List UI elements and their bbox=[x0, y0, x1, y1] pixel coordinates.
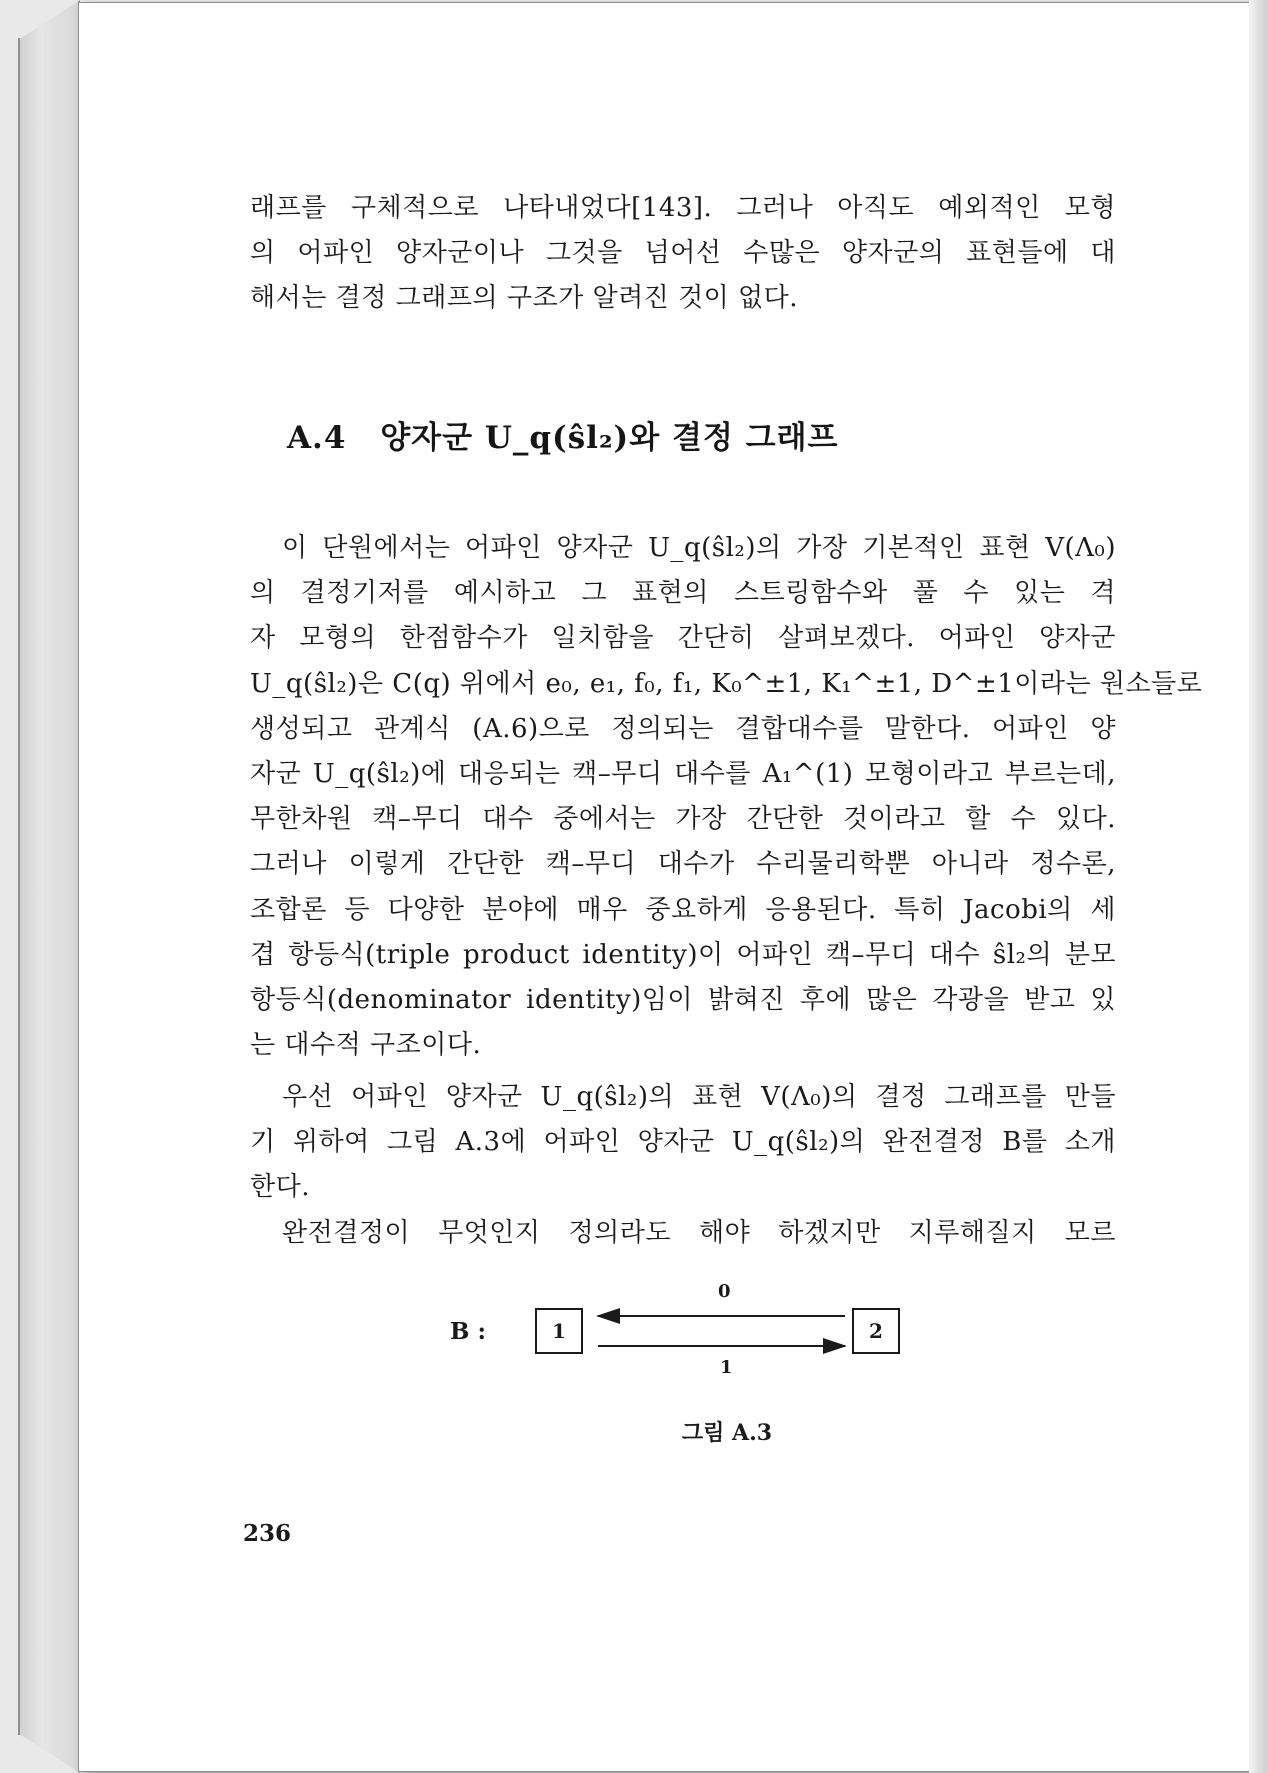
section-title: 양자군 U_q(ŝl₂)와 결정 그래프 bbox=[380, 420, 839, 456]
paragraph-3 bbox=[250, 1211, 1116, 1256]
text-line: 자군 U_q(ŝl₂)에 대응되는 캑–무디 대수를 A₁^(1) 모형이라고 부르는데, bbox=[250, 759, 1116, 790]
figure-label: B : bbox=[450, 1318, 486, 1345]
text-line: 자 모형의 한점함수가 일치함을 간단히 살펴보겠다. 어파인 양자군 bbox=[250, 623, 1116, 654]
text-line: 의 어파인 양자군이나 그것을 넘어선 수많은 양자군의 표현들에 대 bbox=[250, 238, 1116, 269]
text-line: 그러나 이렇게 간단한 캑–무디 대수가 수리물리학뿐 아니라 정수론, bbox=[250, 849, 1116, 880]
text-line: 는 대수적 구조이다. bbox=[250, 1030, 482, 1061]
text-line: 생성되고 관계식 (A.6)으로 정의되는 결합대수를 말한다. 어파인 양 bbox=[250, 713, 1116, 744]
text-line: 래프를 구체적으로 나타내었다[143]. 그러나 아직도 예외적인 모형 bbox=[250, 193, 1116, 223]
text-line: 조합론 등 다양한 분야에 매우 중요하게 응용된다. 특히 Jacobi의 세 bbox=[250, 894, 1116, 925]
text-line: 기 위하여 그림 A.3에 어파인 양자군 U_q(ŝl₂)의 완전결정 B를 소개 bbox=[250, 1127, 1116, 1158]
figure-a3 bbox=[440, 1281, 940, 1413]
spine-edge bbox=[18, 38, 20, 1735]
text-line: 항등식(denominator identity)임이 밝혀진 후에 많은 각광을 받고 있 bbox=[250, 985, 1116, 1016]
section-number: A.4 bbox=[287, 420, 347, 456]
text-line: 의 결정기저를 예시하고 그 표현의 스트링함수와 풀 수 있는 격 bbox=[250, 578, 1116, 609]
text-line: 한다. bbox=[250, 1172, 310, 1203]
paragraph-1 bbox=[250, 526, 1203, 1068]
node-2: 2 bbox=[852, 1308, 900, 1354]
page-number: 236 bbox=[243, 1520, 292, 1547]
text-line: 무한차원 캑–무디 대수 중에서는 가장 간단한 것이라고 할 수 있다. bbox=[250, 804, 1116, 835]
node-1: 1 bbox=[535, 1308, 583, 1354]
book-spine bbox=[18, 0, 80, 1773]
figure-caption: 그림 A.3 bbox=[681, 1420, 773, 1446]
edge-label-0: 0 bbox=[718, 1281, 731, 1302]
text-line: 해서는 결정 그래프의 구조가 알려진 것이 없다. bbox=[250, 283, 799, 314]
text-line: 겹 항등식(triple product identity)이 어파인 캑–무디 대수 ŝl₂의 분모 bbox=[250, 939, 1116, 970]
edge-label-1: 1 bbox=[720, 1357, 733, 1378]
text-line: 이 단원에서는 어파인 양자군 U_q(ŝl₂)의 가장 기본적인 표현 V(Λ₀) bbox=[282, 533, 1116, 563]
text-line: U_q(ŝl₂)은 C(q) 위에서 e₀, e₁, f₀, f₁, K₀^±1, K₁^±1, D^±1이라는 원소들로 bbox=[250, 668, 1203, 699]
section-heading bbox=[287, 412, 838, 457]
paragraph-top bbox=[250, 186, 1116, 322]
text-line: 우선 어파인 양자군 U_q(ŝl₂)의 표현 V(Λ₀)의 결정 그래프를 만들 bbox=[282, 1082, 1116, 1112]
page-edge-shade bbox=[1249, 0, 1267, 1773]
paragraph-2 bbox=[250, 1075, 1116, 1211]
text-line: 완전결정이 무엇인지 정의라도 해야 하겠지만 지루해질지 모르 bbox=[282, 1218, 1116, 1248]
